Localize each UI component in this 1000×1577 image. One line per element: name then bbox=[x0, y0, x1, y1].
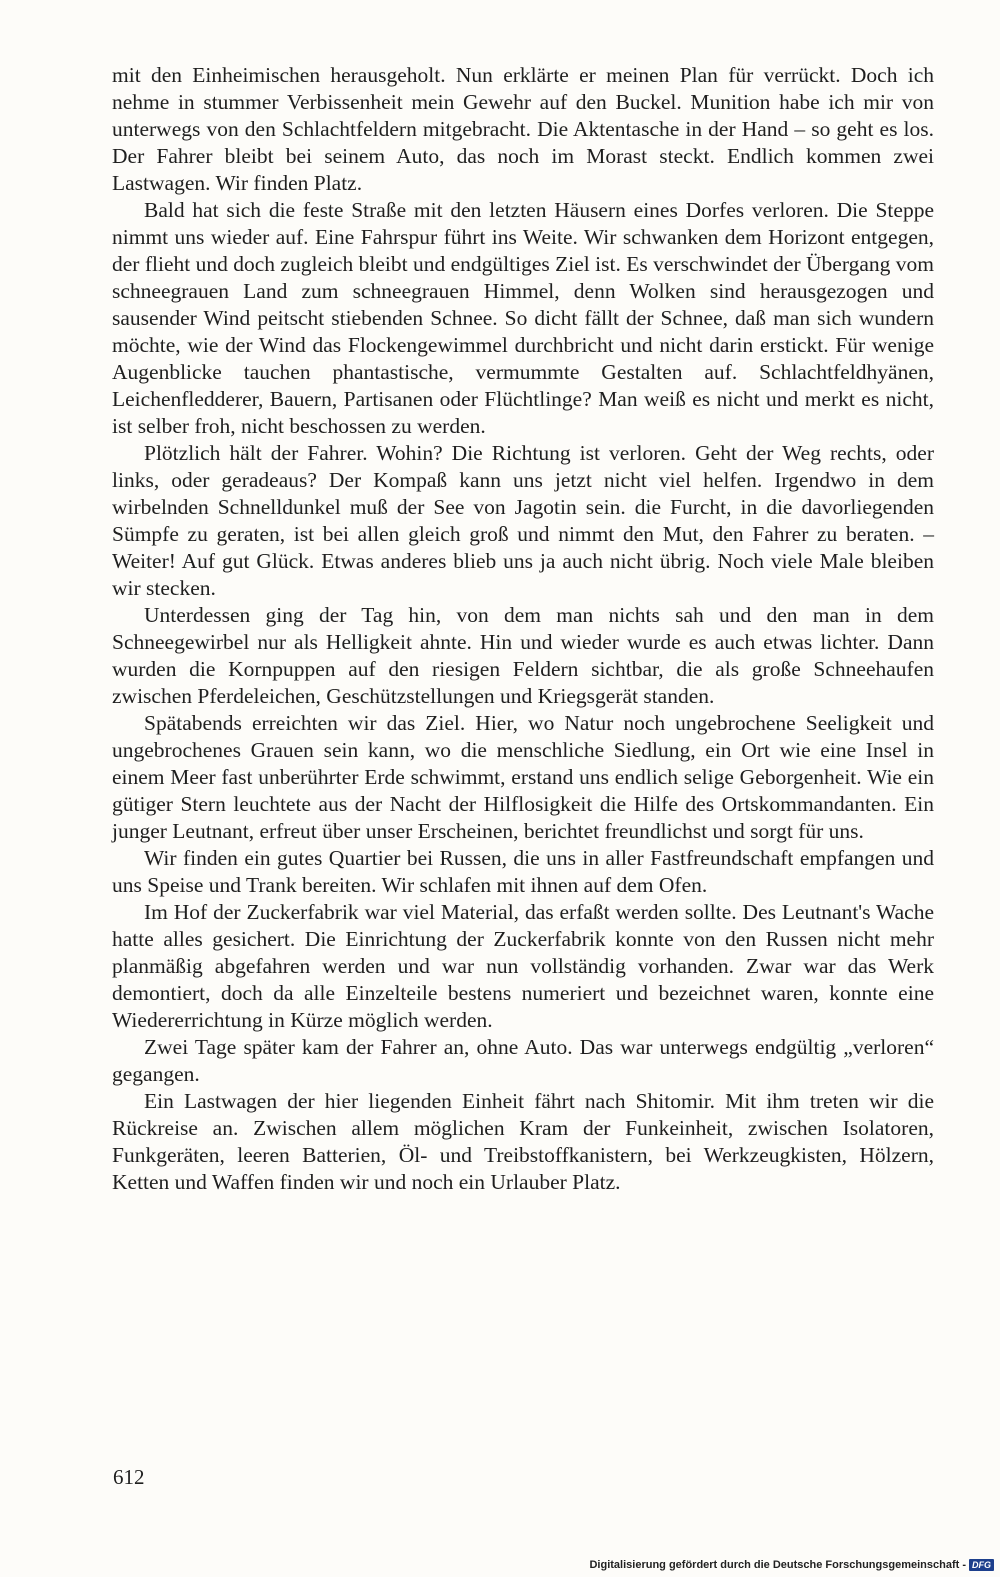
dfg-logo: DFG bbox=[969, 1559, 994, 1571]
digitization-footer bbox=[589, 1558, 994, 1572]
paragraph-3: Plötzlich hält der Fahrer. Wohin? Die Richtung ist verloren. Geht der Weg rechts, oder links, oder geradeaus? Der Kompaß kann uns jetzt nicht viel helfen. Irgendwo in dem wirbelnden Schnelldunkel muß der See von Jagotin sein. die Furcht, in die davorliegenden Sümpfe zu geraten, ist bei allen gleich groß und nimmt den Mut, den Fahrer zu beraten. – Weiter! Auf gut Glück. Etwas anderes blieb uns ja auch nicht übrig. Noch viele Male bleiben wir stecken. bbox=[112, 441, 934, 600]
footer-credit-text: Digitalisierung gefördert durch die Deutsche Forschungsgemeinschaft - bbox=[589, 1559, 966, 1571]
paragraph-1: mit den Einheimischen herausgeholt. Nun erklärte er meinen Plan für verrückt. Doch ich nehme in stummer Verbissenheit mein Gewehr auf den Buckel. Munition habe ich mir von unterwegs von den Schlachtfeldern mitgebracht. Die Aktentasche in der Hand – so geht es los. Der Fahrer bleibt bei seinem Auto, das noch im Morast steckt. Endlich kommen zwei Lastwagen. Wir finden Platz. bbox=[112, 63, 934, 195]
body-text bbox=[112, 62, 934, 1196]
paragraph-7: Im Hof der Zuckerfabrik war viel Material, das erfaßt werden sollte. Des Leutnant's Wache hatte alles gesichert. Die Einrichtung der Zuckerfabrik konnte von den Russen nicht mehr planmäßig abgefahren werden und war nun vollständig vorhanden. Zwar war das Werk demontiert, doch da alle Einzelteile bestens numeriert und bezeichnet waren, konnte eine Wiedererrichtung in Kürze möglich werden. bbox=[112, 900, 934, 1032]
paragraph-5: Spätabends erreichten wir das Ziel. Hier, wo Natur noch ungebrochene Seeligkeit und ungebrochenes Grauen sein kann, wo die menschliche Siedlung, ein Ort wie eine Insel in einem Meer fast unberührter Erde schwimmt, erstand uns endlich selige Geborgenheit. Wie ein gütiger Stern leuchtete aus der Nacht der Hilflosigkeit die Hilfe des Ortskommandanten. Ein junger Leutnant, erfreut über unser Erscheinen, berichtet freundlichst und sorgt für uns. bbox=[112, 711, 934, 843]
page-number: 612 bbox=[113, 1465, 145, 1489]
paragraph-8: Zwei Tage später kam der Fahrer an, ohne Auto. Das war unterwegs endgültig „verloren“ gegangen. bbox=[112, 1035, 934, 1086]
paragraph-9: Ein Lastwagen der hier liegenden Einheit fährt nach Shitomir. Mit ihm treten wir die Rückreise an. Zwischen allem möglichen Kram der Funkeinheit, zwischen Isolatoren, Funkgeräten, leeren Batterien, Öl- und Treibstoffkanistern, bei Werkzeugkisten, Hölzern, Ketten und Waffen finden wir und noch ein Urlauber Platz. bbox=[112, 1089, 934, 1194]
paragraph-2: Bald hat sich die feste Straße mit den letzten Häusern eines Dorfes verloren. Die Steppe nimmt uns wieder auf. Eine Fahrspur führt ins Weite. Wir schwanken dem Horizont entgegen, der flieht und doch zugleich bleibt und endgültiges Ziel ist. Es verschwindet der Übergang vom schneegrauen Land zum schneegrauen Himmel, denn Wolken sind herausgezogen und sausender Wind peitscht stiebenden Schnee. So dicht fällt der Schnee, daß man sich wundern möchte, wie der Wind das Flockengewimmel durchbricht und nicht darin erstickt. Für wenige Augenblicke tauchen phantastische, vermummte Gestalten auf. Schlachtfeldhyänen, Leichenfledderer, Bauern, Partisanen oder Flüchtlinge? Man weiß es nicht und merkt es nicht, ist selber froh, nicht beschossen zu werden. bbox=[112, 198, 934, 438]
paragraph-4: Unterdessen ging der Tag hin, von dem man nichts sah und den man in dem Schneegewirbel nur als Helligkeit ahnte. Hin und wieder wurde es auch etwas lichter. Dann wurden die Kornpuppen auf den riesigen Feldern sichtbar, die als große Schneehaufen zwischen Pferdeleichen, Geschützstellungen und Kriegsgerät standen. bbox=[112, 603, 934, 708]
paragraph-6: Wir finden ein gutes Quartier bei Russen, die uns in aller Fastfreundschaft empfangen und uns Speise und Trank bereiten. Wir schlafen mit ihnen auf dem Ofen. bbox=[112, 846, 934, 897]
